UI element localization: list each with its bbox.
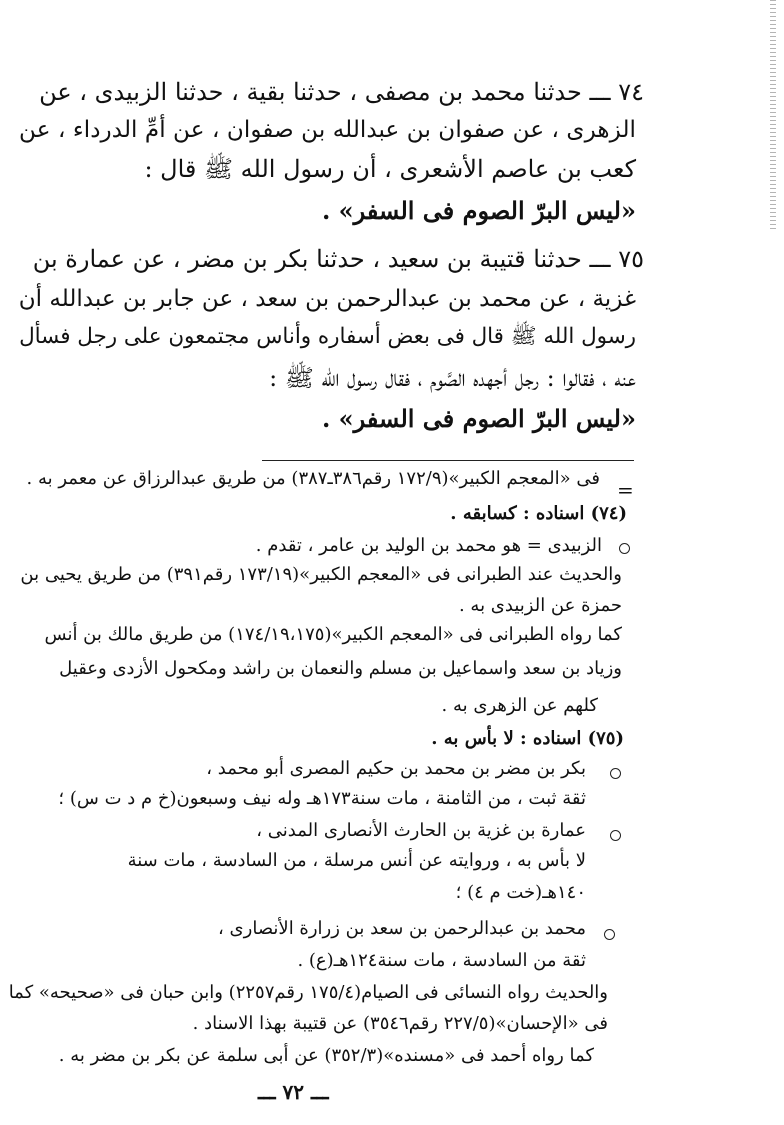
hadith-75-line-1: ٧٥ ـــ حدثنا قتيبة بن سعيد ، حدثنا بكر بن مضر ، عن عمارة بن: [32, 245, 644, 273]
hadith-74-line-3: كعب بن عاصم الأشعرى ، أن رسول الله ﷺ قال :: [144, 155, 636, 183]
hadith-74-line-2: الزهرى ، عن صفوان بن عبدالله بن صفوان ، عن أمِّ الدرداء ، عن: [19, 116, 636, 143]
scan-edge-noise: [770, 0, 776, 230]
bullet-circle-icon: [610, 768, 621, 779]
footnote-line-19: كما رواه أحمد فى «مسنده»(٣٥٢/٣) عن أبى سلمة عن بكر بن مضر به .: [58, 1045, 594, 1066]
footnote-line-12: عمارة بن غزية بن الحارث الأنصارى المدنى ،: [256, 820, 586, 841]
footnote-line-1: فى «المعجم الكبير»(١٧٢/٩ رقم٣٨٦ـ٣٨٧) من طريق عبدالرزاق عن معمر به .: [26, 468, 600, 489]
hadith-74-prophetic-saying: «ليس البرّ الصوم فى السفر» .: [321, 196, 636, 225]
footnote-separator: [262, 460, 634, 461]
footnote-line-8: كلهم عن الزهرى به .: [441, 695, 598, 716]
hadith-74-line-1: ٧٤ ـــ حدثنا محمد بن مصفى ، حدثنا بقية ، حدثنا الزبيدى ، عن: [39, 78, 644, 106]
footnote-line-17: والحديث رواه النسائى فى الصيام(١٧٥/٤ رقم٢٢٥٧) وابن حبان فى «صحيحه» كما: [8, 982, 608, 1003]
footnote-line-4: والحديث عند الطبرانى فى «المعجم الكبير»(١٧٣/١٩ رقم٣٩١) من طريق يحيى بن: [20, 564, 622, 585]
footnote-line-15: محمد بن عبدالرحمن بن سعد بن زرارة الأنصارى ،: [218, 918, 586, 939]
footnote-line-7: وزياد بن سعد واسماعيل بن مسلم والنعمان بن راشد ومكحول الأزدى وعقيل: [59, 658, 622, 679]
footnote-continuation-mark: =: [617, 478, 634, 502]
footnote-line-5: حمزة عن الزبيدى به .: [458, 595, 622, 616]
footnote-line-14: ١٤٠هـ(خت م ٤) ؛: [455, 882, 586, 903]
footnote-75-heading: (٧٥) اسناده : لا بأس به .: [431, 728, 624, 749]
bullet-circle-icon: [610, 830, 621, 841]
footnote-74-heading: (٧٤) اسناده : كسابقه .: [450, 503, 627, 524]
footnote-line-16: ثقة من السادسة ، مات سنة١٢٤هـ(ع) .: [297, 950, 586, 971]
footnote-line-3: الزبيدى = هو محمد بن الوليد بن عامر ، تقدم .: [255, 535, 602, 556]
hadith-75-line-2: غزية ، عن محمد بن عبدالرحمن بن سعد ، عن جابر بن عبدالله أن: [18, 286, 636, 312]
footnote-line-18: فى «الإحسان»(٢٢٧/٥ رقم٣٥٤٦) عن قتيبة بهذا الاسناد .: [192, 1013, 608, 1034]
hadith-75-line-3: رسول الله ﷺ قال فى بعض أسفاره وأناس مجتمعون على رجل فسأل: [19, 324, 636, 349]
hadith-75-line-4: عنه ، فقالوا : رجل أجهده الصَّوم ، فقال رسول الله ﷺ :: [269, 364, 636, 392]
footnote-line-10: بكر بن مضر بن محمد بن حكيم المصرى أبو محمد ،: [206, 758, 586, 779]
hadith-75-prophetic-saying: «ليس البرّ الصوم فى السفر» .: [321, 404, 636, 433]
footnote-line-13: لا بأس به ، وروايته عن أنس مرسلة ، من السادسة ، مات سنة: [127, 850, 586, 871]
bullet-circle-icon: [619, 543, 630, 554]
footnote-line-11: ثقة ثبت ، من الثامنة ، مات سنة١٧٣هـ وله نيف وسبعون(خ م د ت س) ؛: [58, 788, 586, 809]
bullet-circle-icon: [604, 929, 615, 940]
page-number: ـــ ٧٢ ـــ: [258, 1080, 329, 1104]
footnote-line-6: كما رواه الطبرانى فى «المعجم الكبير»(١٧٤/١٩،١٧٥) من طريق مالك بن أنس: [44, 624, 622, 645]
